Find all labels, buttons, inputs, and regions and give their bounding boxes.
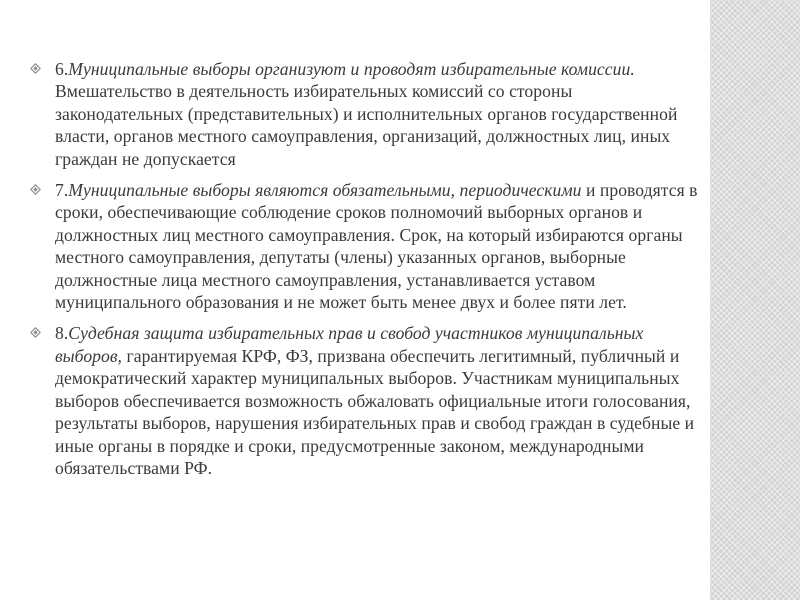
diamond-bullet-icon [30,327,41,338]
item-number: 6. [55,59,69,79]
list-item-8 [28,322,698,479]
item-text: Вмешательство в деятельность избирательных комиссий со стороны законодательных (представительных) и исполнительных органов государственной власти, органов местного самоуправления, организаций, должностных лиц, иных граждан не допускается [55,81,678,169]
item-italic-lead: Муниципальные выборы являются обязательными, периодическими [68,180,582,201]
item-text: гарантируемая КРФ, ФЗ, призвана обеспечить легитимный, публичный и демократический характер муниципальных выборов. Участникам муниципальных выборов обеспечивается возможность обжаловать официальные итоги голосования, результаты выборов, нарушения избирательных прав и свобод граждан в судебные и иные органы в порядке и сроки, предусмотренные законом, международными обязательствами РФ. [55,345,695,478]
diamond-bullet-icon [30,184,41,195]
item-number: 7. [55,180,69,201]
item-number: 8. [55,323,69,344]
slide-content [28,58,698,488]
list-item-6 [28,58,698,170]
list-item-7 [28,179,698,313]
diamond-bullet-icon [30,63,41,74]
decorative-side-band [710,0,800,600]
item-italic-lead: Муниципальные выборы организуют и проводят избирательные комиссии. [68,59,635,79]
item-text: и проводятся в сроки, обеспечивающие соблюдение сроков полномочий выборных органов и должностных лиц местного самоуправления. Срок, на который избираются органы местного самоуправления, депутаты (члены) указанных органов, выборные должностные лица местного самоуправления, устанавливается уставом муниципального образования и не может быть менее двух и более пяти лет. [55,180,698,313]
item-italic-lead: Судебная защита избирательных прав и свобод участников муниципальных выборов, [55,323,644,366]
